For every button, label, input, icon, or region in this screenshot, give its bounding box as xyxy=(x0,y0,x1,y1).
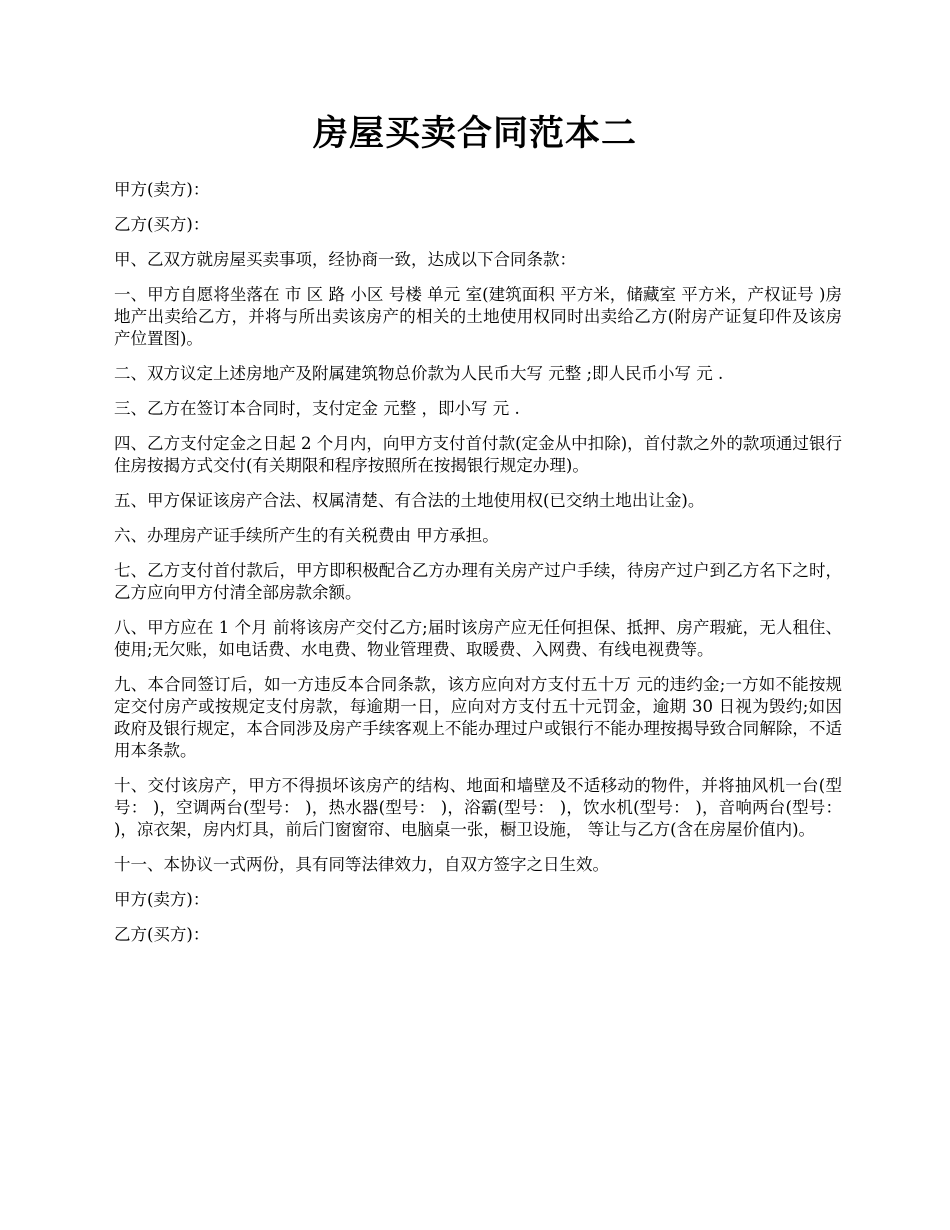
clause-11: 十一、本协议一式两份，具有同等法律效力，自双方签字之日生效。 xyxy=(114,855,609,874)
document-body xyxy=(114,179,842,959)
clause-10: 十、交付该房产，甲方不得损坏该房产的结构、地面和墙壁及不适移动的物件，并将抽风机一台(型号： )，空调两台(型号： )，热水器(型号： )，浴霸(型号： )，饮水机(型号： )，音响两台(型号： )，凉衣架，房内灯具，前后门窗窗帘、电脑桌一张，橱卫设施， 等让与乙方(含在房屋价值内)。 xyxy=(114,776,842,839)
clause-4: 四、乙方支付定金之日起 2 个月内，向甲方支付首付款(定金从中扣除)，首付款之外的款项通过银行住房按揭方式交付(有关期限和程序按照所在按揭银行规定办理)。 xyxy=(114,434,842,475)
party-a-label: 甲方(卖方)： xyxy=(114,180,210,199)
clause-3: 三、乙方在签订本合同时，支付定金 元整 ，即小写 元 . xyxy=(114,399,520,418)
clause-6: 六、办理房产证手续所产生的有关税费由 甲方承担。 xyxy=(114,526,499,545)
party-b-signature-label: 乙方(买方)： xyxy=(114,925,210,944)
clause-1: 一、甲方自愿将坐落在 市 区 路 小区 号楼 单元 室(建筑面积 平方米，储藏室 平方米，产权证号 )房地产出卖给乙方，并将与所出卖该房产的相关的土地使用权同时出卖给乙方(附房产证复印件及该房产位置图)。 xyxy=(114,285,842,348)
document-title: 房屋买卖合同范本二 xyxy=(312,113,637,154)
clause-7: 七、乙方支付首付款后，甲方即积极配合乙方办理有关房产过户手续，待房产过户到乙方名下之时，乙方应向甲方付清全部房款余额。 xyxy=(114,561,842,602)
clause-9: 九、本合同签订后，如一方违反本合同条款，该方应向对方支付五十万 元的违约金;一方如不能按规定交付房产或按规定支付房款，每逾期一日，应向对方支付五十元罚金，逾期 30 日视为毁约;如因政府及银行规定，本合同涉及房产手续客观上不能办理过户或银行不能办理按揭导致合同解除，不适用本条款。 xyxy=(114,675,842,760)
party-b-label: 乙方(买方)： xyxy=(114,215,210,234)
clause-5: 五、甲方保证该房产合法、权属清楚、有合法的土地使用权(已交纳土地出让金)。 xyxy=(114,491,705,510)
clause-2: 二、双方议定上述房地产及附属建筑物总价款为人民币大写 元整 ;即人民币小写 元 . xyxy=(114,364,724,383)
preamble: 甲、乙双方就房屋买卖事项，经协商一致，达成以下合同条款： xyxy=(114,250,576,269)
party-a-signature-label: 甲方(卖方)： xyxy=(114,890,210,909)
clause-8: 八、甲方应在 1 个月 前将该房产交付乙方;届时该房产应无任何担保、抵押、房产瑕疵，无人租住、使用;无欠账，如电话费、水电费、物业管理费、取暖费、入网费、有线电视费等。 xyxy=(114,618,842,659)
